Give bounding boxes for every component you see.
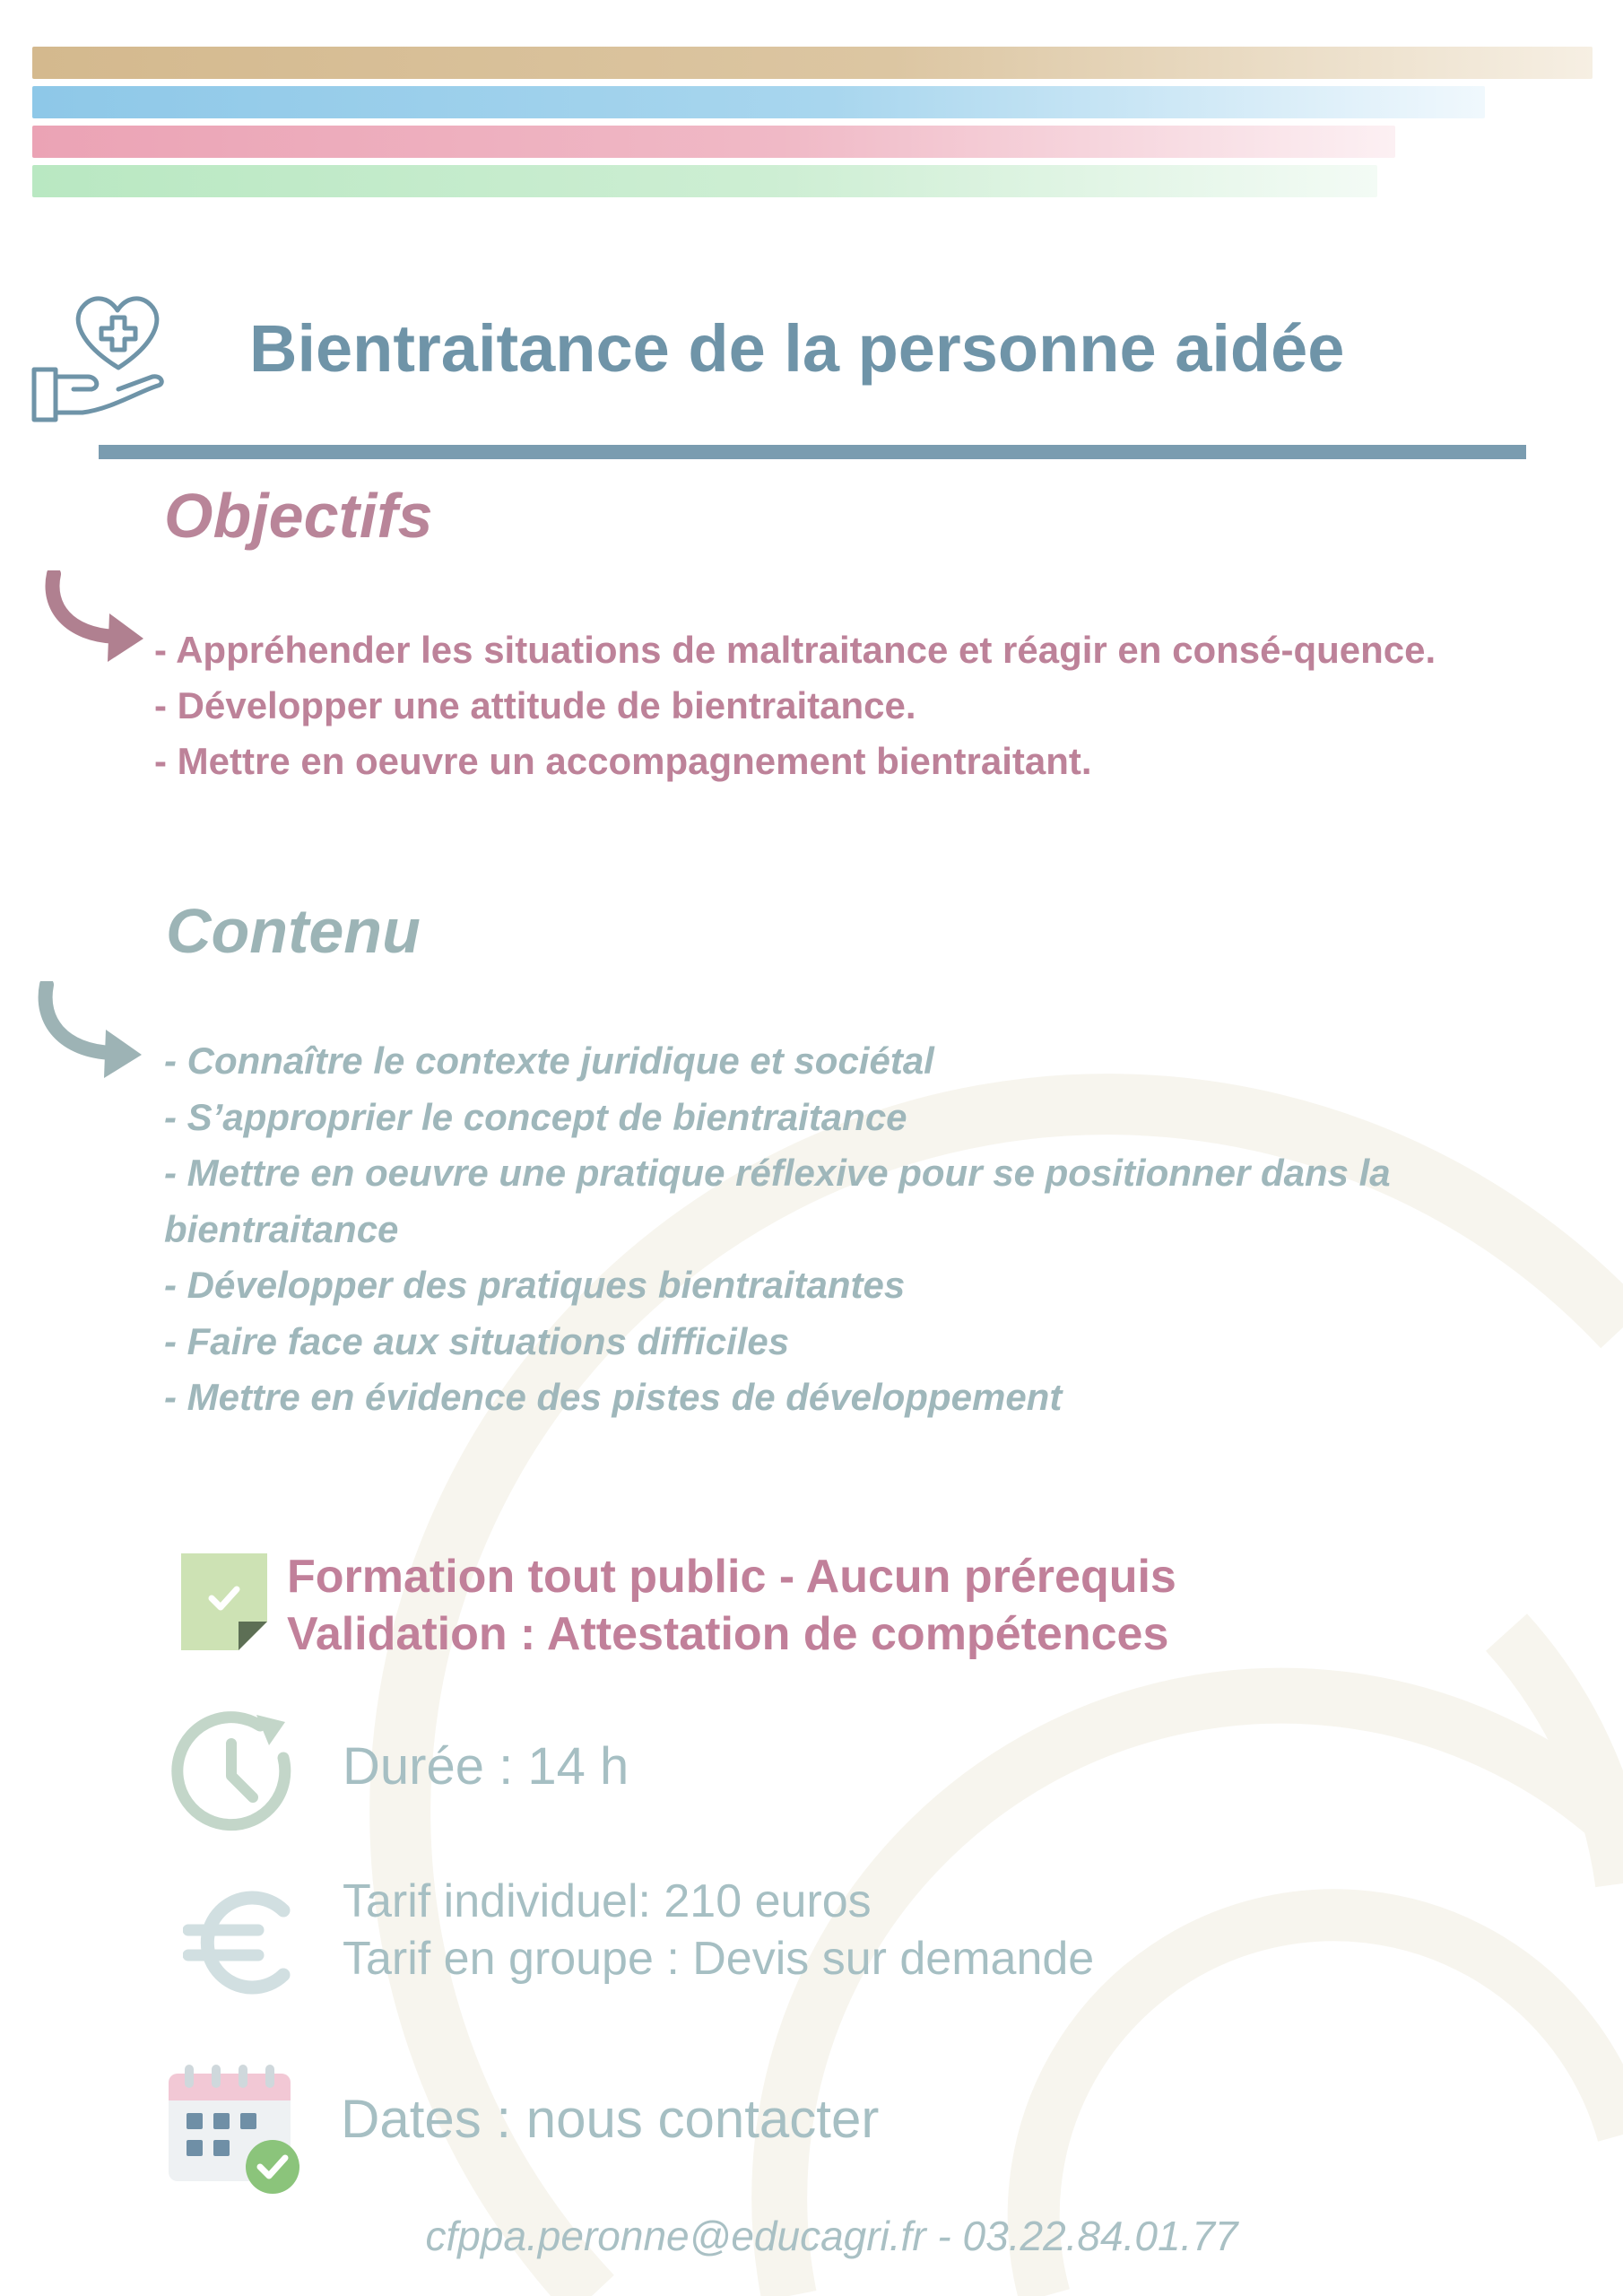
price-group: Tarif en groupe : Devis sur demande	[343, 1933, 1095, 1985]
contenu-list	[164, 1033, 1491, 1426]
list-item: - Faire face aux situations difficiles	[164, 1319, 790, 1362]
checked-note-icon	[181, 1553, 267, 1650]
list-item: - Mettre en oeuvre une pratique réflexive pour se positionner dans la bientraitance	[164, 1152, 1391, 1250]
duration-info: Durée : 14 h	[343, 1737, 629, 1796]
objectifs-heading: Objectifs	[164, 481, 433, 551]
euro-icon	[183, 1891, 294, 1995]
curved-arrow-icon	[43, 570, 149, 669]
list-item: - S’approprier le concept de bientraitance	[164, 1095, 907, 1138]
stripe-tan	[32, 47, 1593, 79]
list-item: - Développer une attitude de bientraitance.	[154, 684, 916, 726]
contenu-heading: Contenu	[166, 896, 421, 966]
clock-icon	[170, 1708, 299, 1837]
list-item: - Connaître le contexte juridique et sociétal	[164, 1039, 934, 1082]
curved-arrow-icon	[36, 981, 147, 1085]
contact-line: cfppa.peronne@educagri.fr - 03.22.84.01.77	[425, 2213, 1238, 2259]
list-item: - Mettre en évidence des pistes de développement	[164, 1376, 1063, 1418]
validation-info: Validation : Attestation de compétences	[287, 1608, 1169, 1660]
list-item: - Développer des pratiques bientraitantes	[164, 1264, 906, 1306]
list-item: - Mettre en oeuvre un accompagnement bientraitant.	[154, 740, 1092, 782]
heart-hand-icon	[30, 292, 167, 427]
page-title: Bientraitance de la personne aidée	[249, 311, 1345, 386]
dates-info: Dates : nous contacter	[341, 2089, 880, 2149]
calendar-check-icon	[167, 2061, 307, 2196]
public-info: Formation tout public - Aucun prérequis	[287, 1551, 1176, 1603]
stripe-pink	[32, 126, 1395, 158]
list-item: - Appréhender les situations de maltraitance et réagir en consé-quence.	[154, 629, 1436, 671]
objectifs-list	[154, 622, 1436, 789]
stripe-blue	[32, 86, 1485, 118]
stripe-green	[32, 165, 1377, 197]
price-individual: Tarif individuel: 210 euros	[343, 1875, 872, 1927]
title-divider	[99, 445, 1526, 459]
